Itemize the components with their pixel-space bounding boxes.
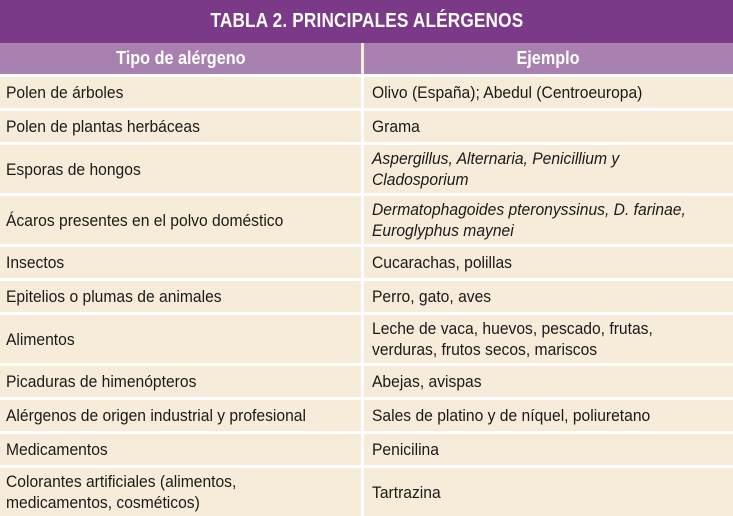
table-row (0, 193, 733, 244)
table-row (0, 363, 733, 397)
allergen-type-cell (0, 281, 364, 312)
allergen-type-cell (0, 315, 364, 363)
allergen-type-cell (0, 247, 364, 278)
table-row (0, 244, 733, 278)
header-allergen-type-text: Tipo de alérgeno (115, 48, 246, 68)
allergen-type-text: Polen de plantas herbáceas (6, 117, 200, 136)
allergen-type-text: Medicamentos (6, 440, 108, 459)
example-line: Aspergillus, Alternaria, Penicillium y (372, 149, 620, 168)
example-cell (364, 145, 733, 193)
table-row (0, 431, 733, 465)
table-row (0, 74, 733, 108)
allergen-type-cell (0, 145, 364, 193)
example-line: Leche de vaca, huevos, pescado, frutas, (372, 319, 653, 338)
example-cell (364, 196, 733, 244)
table-row (0, 312, 733, 363)
allergen-type-line: medicamentos, cosméticos) (6, 493, 200, 512)
example-text: Sales de platino y de níquel, poliuretano (372, 406, 651, 425)
example-text: Penicilina (372, 440, 439, 459)
example-line: Dermatophagoides pteronyssinus, D. farinae, (372, 200, 686, 219)
example-cell (364, 247, 733, 278)
example-cell (364, 400, 733, 431)
allergen-type-text: Alérgenos de origen industrial y profesional (6, 406, 306, 425)
example-text: Olivo (España); Abedul (Centroeuropa) (372, 83, 643, 102)
table-row (0, 278, 733, 312)
allergen-type-text: Picaduras de himenópteros (6, 372, 197, 391)
example-cell (364, 468, 733, 516)
example-text (372, 318, 653, 360)
example-cell (364, 366, 733, 397)
allergen-type-text: Ácaros presentes en el polvo doméstico (6, 210, 284, 230)
allergen-type-text: Insectos (6, 253, 65, 272)
example-cell (364, 434, 733, 465)
allergen-type-cell (0, 366, 364, 397)
header-example-text: Ejemplo (516, 48, 580, 68)
example-text: Perro, gato, aves (372, 287, 492, 306)
allergen-type-line: Colorantes artificiales (alimentos, (6, 472, 237, 491)
example-line: Cladosporium (372, 170, 469, 189)
table-title-text: TABLA 2. PRINCIPALES ALÉRGENOS (210, 10, 523, 32)
example-cell (364, 315, 733, 363)
example-text: Abejas, avispas (372, 372, 482, 391)
allergen-type-cell (0, 434, 364, 465)
allergen-type-text: Alimentos (6, 329, 75, 349)
example-text: Grama (372, 117, 420, 136)
example-line: verduras, frutos secos, mariscos (372, 340, 598, 359)
table-row (0, 142, 733, 193)
allergen-type-text: Epitelios o plumas de animales (6, 287, 222, 306)
example-text: Cucarachas, polillas (372, 253, 512, 272)
header-allergen-type (0, 43, 364, 74)
example-line: Euroglyphus maynei (372, 221, 514, 240)
example-text (372, 148, 619, 190)
table-title (0, 0, 733, 43)
example-cell (364, 281, 733, 312)
allergen-type-text: Polen de árboles (6, 83, 124, 102)
table-header-row (0, 43, 733, 74)
example-cell (364, 77, 733, 108)
example-text (372, 199, 686, 241)
table-row (0, 465, 733, 516)
table-row (0, 397, 733, 431)
allergen-type-cell (0, 468, 364, 516)
example-cell (364, 111, 733, 142)
table-body (0, 74, 733, 516)
allergen-type-cell (0, 77, 364, 108)
table-row (0, 108, 733, 142)
allergen-type-text (6, 471, 236, 513)
example-text: Tartrazina (372, 482, 441, 502)
allergen-type-cell (0, 111, 364, 142)
allergen-type-cell (0, 400, 364, 431)
header-example (364, 43, 733, 74)
allergen-type-text: Esporas de hongos (6, 159, 141, 179)
allergen-type-cell (0, 196, 364, 244)
